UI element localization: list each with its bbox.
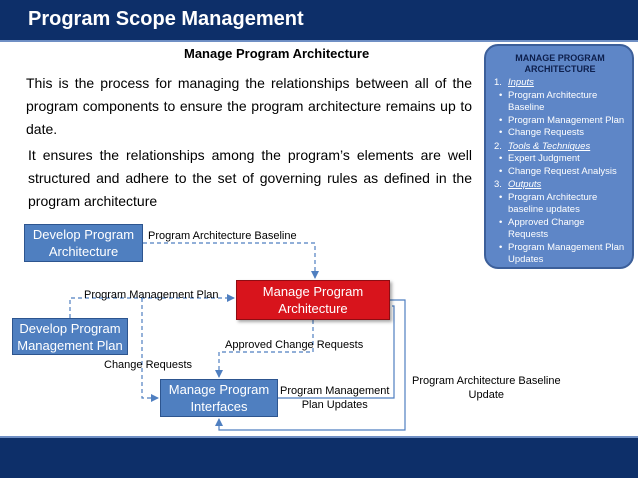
summary-section-inputs: 1. Inputs xyxy=(494,77,534,88)
summary-section-outputs: 3. Outputs xyxy=(494,179,542,190)
label-pmp-updates: Program Management Plan Updates xyxy=(280,385,390,411)
description-paragraph-1: This is the process for managing the relationships between all of the program components to ensure the program architecture remains up to date. xyxy=(26,75,472,137)
list-item: • Expert Judgment xyxy=(494,153,626,166)
summary-title: MANAGE PROGRAM ARCHITECTURE xyxy=(515,53,605,74)
list-item: • Approved Change Requests xyxy=(494,217,626,242)
list-item: • Change Request Analysis xyxy=(494,166,626,179)
list-item: • Program Management Plan Updates xyxy=(494,242,626,267)
develop-program-management-plan-box: Develop Program Management Plan xyxy=(12,318,128,355)
manage-program-interfaces-box: Manage Program Interfaces xyxy=(160,379,278,417)
section-subtitle: Manage Program Architecture xyxy=(184,46,370,61)
label-architecture-baseline: Program Architecture Baseline xyxy=(148,230,297,242)
label-program-management-plan: Program Management Plan xyxy=(84,289,219,301)
manage-program-architecture-box: Manage Program Architecture xyxy=(236,280,390,320)
label-approved-change-requests: Approved Change Requests xyxy=(225,339,364,351)
list-item: • Program Architecture Baseline xyxy=(494,90,626,115)
label-change-requests: Change Requests xyxy=(104,359,193,371)
summary-section-tools: 2. Tools & Techniques xyxy=(494,140,591,152)
label-architecture-baseline-update: Program Architecture Baseline Update xyxy=(412,375,561,401)
footer-bar xyxy=(0,436,638,478)
list-item: • Change Requests xyxy=(494,127,626,140)
list-item: • Program Management Plan xyxy=(494,115,626,128)
arrow-architecture-baseline xyxy=(143,243,315,278)
slide-title: Program Scope Management xyxy=(28,8,304,30)
develop-program-architecture-box: Develop Program Architecture xyxy=(24,224,143,262)
list-item: • Program Architecture baseline updates xyxy=(494,192,626,217)
arrow-change-requests xyxy=(142,298,158,398)
description-paragraph-2: It ensures the relationships among the program’s elements are well structured and adhere to the set of governing rules as defined in the program architecture xyxy=(28,147,472,209)
